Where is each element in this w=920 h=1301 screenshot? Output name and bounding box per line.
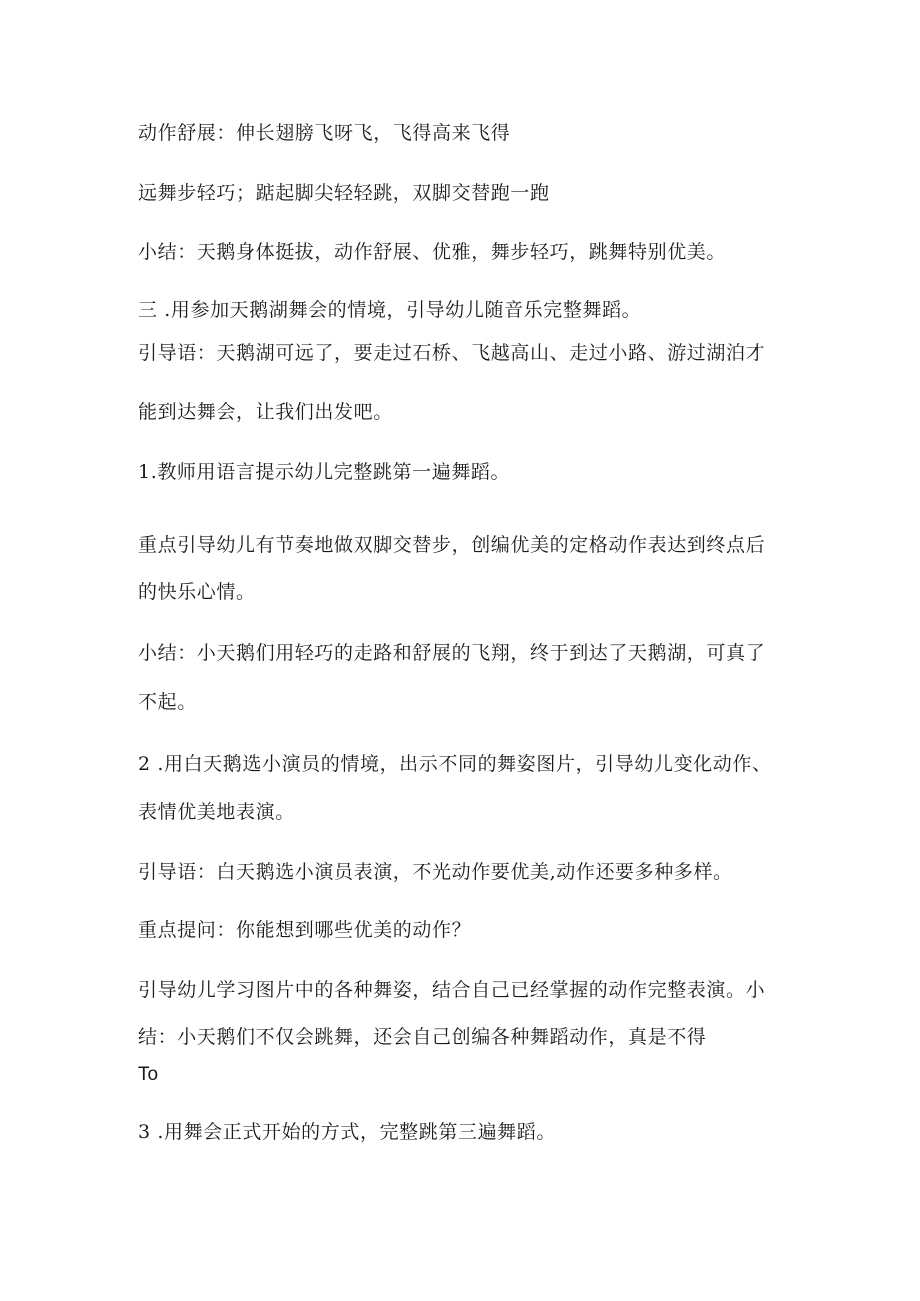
text-line-guide-1a: 引导语：天鹅湖可远了，要走过石桥、飞越高山、走过小路、游过湖泊才 (138, 342, 766, 364)
list-item-3: 3 .用舞会正式开始的方式，完整跳第三遍舞蹈。 (138, 1121, 556, 1143)
text-line-summary-1: 小结：天鹅身体挺拔，动作舒展、优雅，舞步轻巧，跳舞特别优美。 (138, 241, 727, 263)
list-item-2b: 表情优美地表演。 (138, 801, 295, 823)
text-line-key-guide-b: 的快乐心情。 (138, 581, 256, 603)
text-line-to: To (138, 1064, 159, 1085)
text-line-key-question: 重点提问：你能想到哪些优美的动作？ (138, 919, 472, 941)
section-heading-3: 三 .用参加天鹅湖舞会的情境，引导幼儿随音乐完整舞蹈。 (138, 299, 642, 321)
text-line-guide-3a: 引导幼儿学习图片中的各种舞姿，结合自己已经掌握的动作完整表演。小 (138, 979, 766, 1001)
text-line-summary-3: 结：小天鹅们不仅会跳舞，还会自己创编各种舞蹈动作，真是不得 (138, 1026, 707, 1048)
text-line-dance-steps: 远舞步轻巧；踮起脚尖轻轻跳，双脚交替跑一跑 (138, 182, 550, 204)
text-line-summary-2a: 小结：小天鹅们用轻巧的走路和舒展的飞翔，终于到达了天鹅湖，可真了 (138, 642, 766, 664)
list-item-1: 1.教师用语言提示幼儿完整跳第一遍舞蹈。 (138, 461, 511, 483)
text-line-action-stretch: 动作舒展：伸长翅膀飞呀飞，飞得高来飞得 (138, 122, 511, 144)
text-line-guide-1b: 能到达舞会，让我们出发吧。 (138, 401, 393, 423)
text-line-guide-2: 引导语：白天鹅选小演员表演，不光动作要优美,动作还要多种多样。 (138, 861, 733, 883)
text-line-summary-2b: 不起。 (138, 691, 197, 713)
list-item-2a: 2 .用白天鹅选小演员的情境，出示不同的舞姿图片，引导幼儿变化动作、 (138, 753, 772, 775)
text-line-key-guide-a: 重点引导幼儿有节奏地做双脚交替步，创编优美的定格动作表达到终点后 (138, 534, 766, 556)
